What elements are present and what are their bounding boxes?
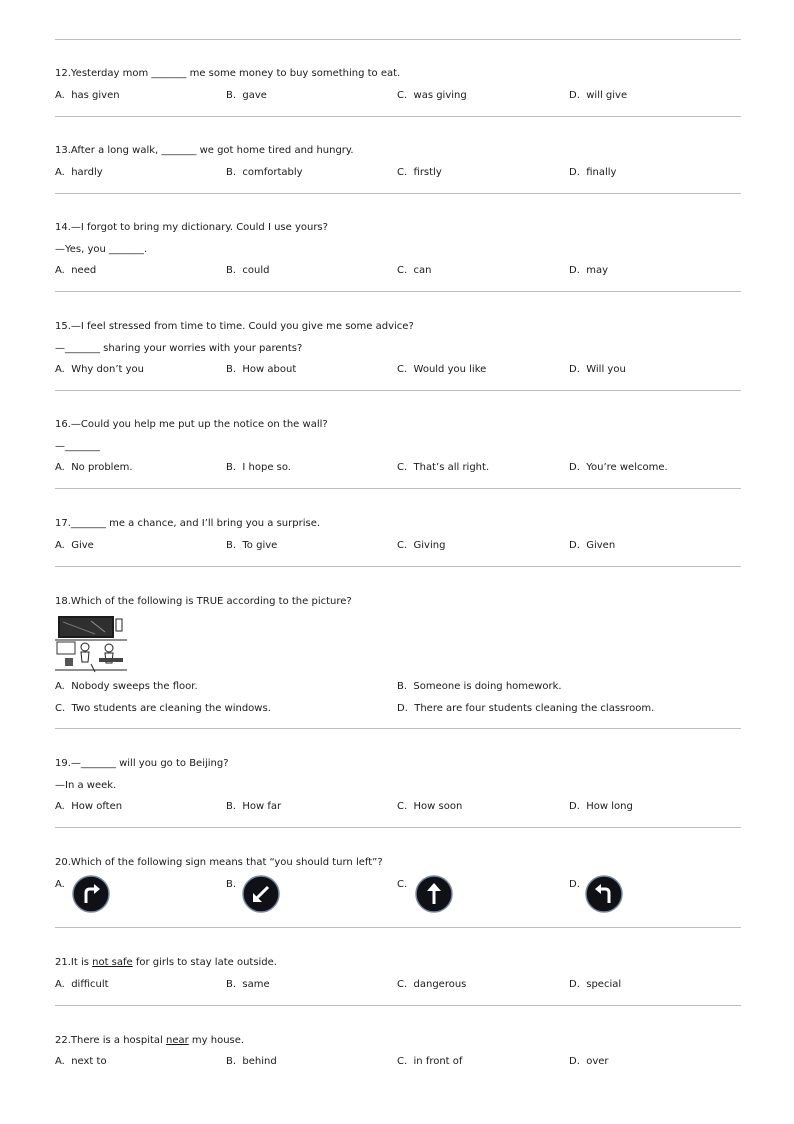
question-14-option-d[interactable]: D. may <box>569 265 609 276</box>
question-21-stem: 21.It is not safe for girls to stay late outside. <box>55 957 277 968</box>
question-15-option-b[interactable]: B. How about <box>226 364 297 375</box>
question-22-option-c[interactable]: C. in front of <box>397 1056 463 1067</box>
turn-right-arrow-icon[interactable] <box>72 875 110 913</box>
question-14-stem: 14.—I forgot to bring my dictionary. Could I use yours? <box>55 222 328 233</box>
question-14-response: —Yes, you _______. <box>55 244 148 255</box>
question-16-response: —_______ <box>55 441 100 452</box>
question-20-option-c[interactable]: C. <box>397 879 408 890</box>
question-14-option-c[interactable]: C. can <box>397 265 432 276</box>
divider <box>55 728 741 729</box>
question-21-option-b[interactable]: B. same <box>226 979 270 990</box>
question-18-option-b[interactable]: B. Someone is doing homework. <box>397 681 562 692</box>
divider <box>55 827 741 828</box>
question-15-response: —_______ sharing your worries with your parents? <box>55 343 303 354</box>
divider <box>55 1005 741 1006</box>
down-left-arrow-icon[interactable] <box>242 875 280 913</box>
classroom-picture <box>55 614 127 674</box>
question-13-option-a[interactable]: A. hardly <box>55 167 103 178</box>
question-19-option-a[interactable]: A. How often <box>55 801 123 812</box>
underlined-phrase: not safe <box>92 957 133 968</box>
question-12-option-b[interactable]: B. gave <box>226 90 267 101</box>
divider <box>55 116 741 117</box>
question-16-stem: 16.—Could you help me put up the notice on the wall? <box>55 419 328 430</box>
turn-left-arrow-icon[interactable] <box>585 875 623 913</box>
question-18-stem: 18.Which of the following is TRUE according to the picture? <box>55 596 352 607</box>
question-16-option-c[interactable]: C. That’s all right. <box>397 462 490 473</box>
divider <box>55 566 741 567</box>
question-21-option-c[interactable]: C. dangerous <box>397 979 467 990</box>
question-12-option-a[interactable]: A. has given <box>55 90 120 101</box>
question-13-option-d[interactable]: D. finally <box>569 167 617 178</box>
question-13-option-b[interactable]: B. comfortably <box>226 167 303 178</box>
question-18-option-c[interactable]: C. Two students are cleaning the windows. <box>55 703 271 714</box>
question-21-option-a[interactable]: A. difficult <box>55 979 109 990</box>
question-22-stem: 22.There is a hospital near my house. <box>55 1035 245 1046</box>
question-21-option-d[interactable]: D. special <box>569 979 622 990</box>
question-17-option-d[interactable]: D. Given <box>569 540 616 551</box>
question-12-option-d[interactable]: D. will give <box>569 90 628 101</box>
question-12-option-c[interactable]: C. was giving <box>397 90 467 101</box>
question-19-option-c[interactable]: C. How soon <box>397 801 463 812</box>
question-20-option-b[interactable]: B. <box>226 879 237 890</box>
question-19-option-d[interactable]: D. How long <box>569 801 633 812</box>
question-14-option-a[interactable]: A. need <box>55 265 97 276</box>
divider <box>55 488 741 489</box>
question-17-option-a[interactable]: A. Give <box>55 540 94 551</box>
question-17-option-c[interactable]: C. Giving <box>397 540 446 551</box>
divider <box>55 927 741 928</box>
question-19-response: —In a week. <box>55 780 117 791</box>
question-17-option-b[interactable]: B. To give <box>226 540 278 551</box>
question-16-option-b[interactable]: B. I hope so. <box>226 462 291 473</box>
question-19-option-b[interactable]: B. How far <box>226 801 282 812</box>
question-18-option-d[interactable]: D. There are four students cleaning the classroom. <box>397 703 655 714</box>
question-16-option-a[interactable]: A. No problem. <box>55 462 133 473</box>
question-20-option-a[interactable]: A. <box>55 879 65 890</box>
divider <box>55 193 741 194</box>
question-22-option-b[interactable]: B. behind <box>226 1056 277 1067</box>
question-15-option-a[interactable]: A. Why don’t you <box>55 364 144 375</box>
question-18-option-a[interactable]: A. Nobody sweeps the floor. <box>55 681 198 692</box>
question-22-option-a[interactable]: A. next to <box>55 1056 107 1067</box>
question-15-stem: 15.—I feel stressed from time to time. Could you give me some advice? <box>55 321 414 332</box>
divider <box>55 39 741 40</box>
question-14-option-b[interactable]: B. could <box>226 265 270 276</box>
divider <box>55 291 741 292</box>
question-19-stem: 19.—_______ will you go to Beijing? <box>55 758 229 769</box>
question-20-stem: 20.Which of the following sign means that “you should turn left”? <box>55 857 383 868</box>
question-15-option-d[interactable]: D. Will you <box>569 364 626 375</box>
question-22-option-d[interactable]: D. over <box>569 1056 609 1067</box>
question-13-stem: 13.After a long walk, _______ we got home tired and hungry. <box>55 145 354 156</box>
up-arrow-icon[interactable] <box>415 875 453 913</box>
underlined-phrase: near <box>166 1035 189 1046</box>
question-12-stem: 12.Yesterday mom _______ me some money to buy something to eat. <box>55 68 401 79</box>
question-15-option-c[interactable]: C. Would you like <box>397 364 487 375</box>
question-13-option-c[interactable]: C. firstly <box>397 167 442 178</box>
question-16-option-d[interactable]: D. You’re welcome. <box>569 462 668 473</box>
question-20-option-d[interactable]: D. <box>569 879 580 890</box>
question-17-stem: 17._______ me a chance, and I’ll bring you a surprise. <box>55 518 321 529</box>
divider <box>55 390 741 391</box>
